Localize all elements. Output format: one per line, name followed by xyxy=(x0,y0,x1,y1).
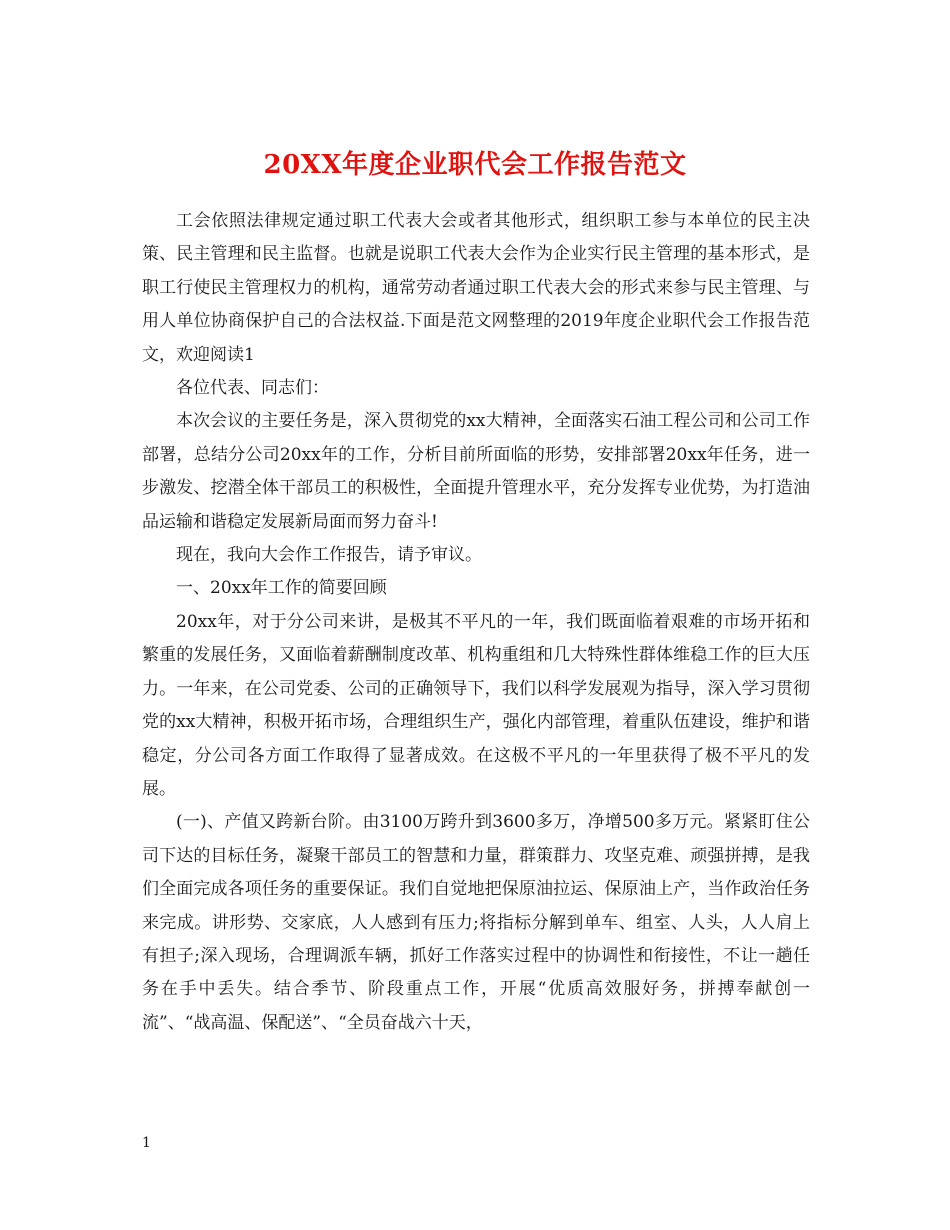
document-title: 20XX年度企业职代会工作报告范文 xyxy=(263,150,687,181)
section-heading-review: 一、20xx年工作的简要回顾 xyxy=(176,578,387,599)
paragraph-intro: 工会依照法律规定通过职工代表大会或者其他形式，组织职工参与本单位的民主决策、民主管理和民主监督。也就是说职工代表大会作为企业实行民主管理的基本形式，是职工行使民主管理权力的机构，通常劳动者通过职工代表大会的形式来参与民主管理、与用人单位协商保护自己的合法权益.下面是范文网整理的2019年度企业职代会工作报告范文，欢迎阅读1 xyxy=(142,211,810,365)
document-body xyxy=(142,205,810,1040)
paragraph-greeting: 各位代表、同志们： xyxy=(176,378,329,399)
paragraph-report-request: 现在，我向大会作工作报告，请予审议。 xyxy=(176,545,482,566)
paragraph-year-review: 20xx年，对于分公司来讲，是极其不平凡的一年，我们既面临着艰难的市场开拓和繁重的发展任务，又面临着薪酬制度改革、机构重组和几大特殊性群体维稳工作的巨大压力。一年来，在公司党委、公司的正确领导下，我们以科学发展观为指导，深入学习贯彻党的xx大精神，积极开拓市场，合理组织生产，强化内部管理，着重队伍建设，维护和谐稳定，分公司各方面工作取得了显著成效。在这极不平凡的一年里获得了极不平凡的发展。 xyxy=(142,611,810,799)
page-number: 1 xyxy=(142,1135,151,1151)
paragraph-output-value: (一)、产值又跨新台阶。由3100万跨升到3600多万，净增500多万元。紧紧盯住公司下达的目标任务，凝聚干部员工的智慧和力量，群策群力、攻坚克难、顽强拼搏，是我们全面完成各项任务的重要保证。我们自觉地把保原油拉运、保原油上产，当作政治任务来完成。讲形势、交家底，人人感到有压力;将指标分解到单车、组室、人头，人人肩上有担子;深入现场，合理调派车辆，抓好工作落实过程中的协调性和衔接性，不让一趟任务在手中丢失。结合季节、阶段重点工作，开展“优质高效服好务，拼搏奉献创一流”、“战高温、保配送”、“全员奋战六十天， xyxy=(142,812,810,1033)
paragraph-meeting-task: 本次会议的主要任务是，深入贯彻党的xx大精神，全面落实石油工程公司和公司工作部署，总结分公司20xx年的工作，分析目前所面临的形势，安排部署20xx年任务，进一步激发、挖潜全体干部员工的积极性，全面提升管理水平，充分发挥专业优势，为打造油品运输和谐稳定发展新局面而努力奋斗! xyxy=(142,411,810,532)
